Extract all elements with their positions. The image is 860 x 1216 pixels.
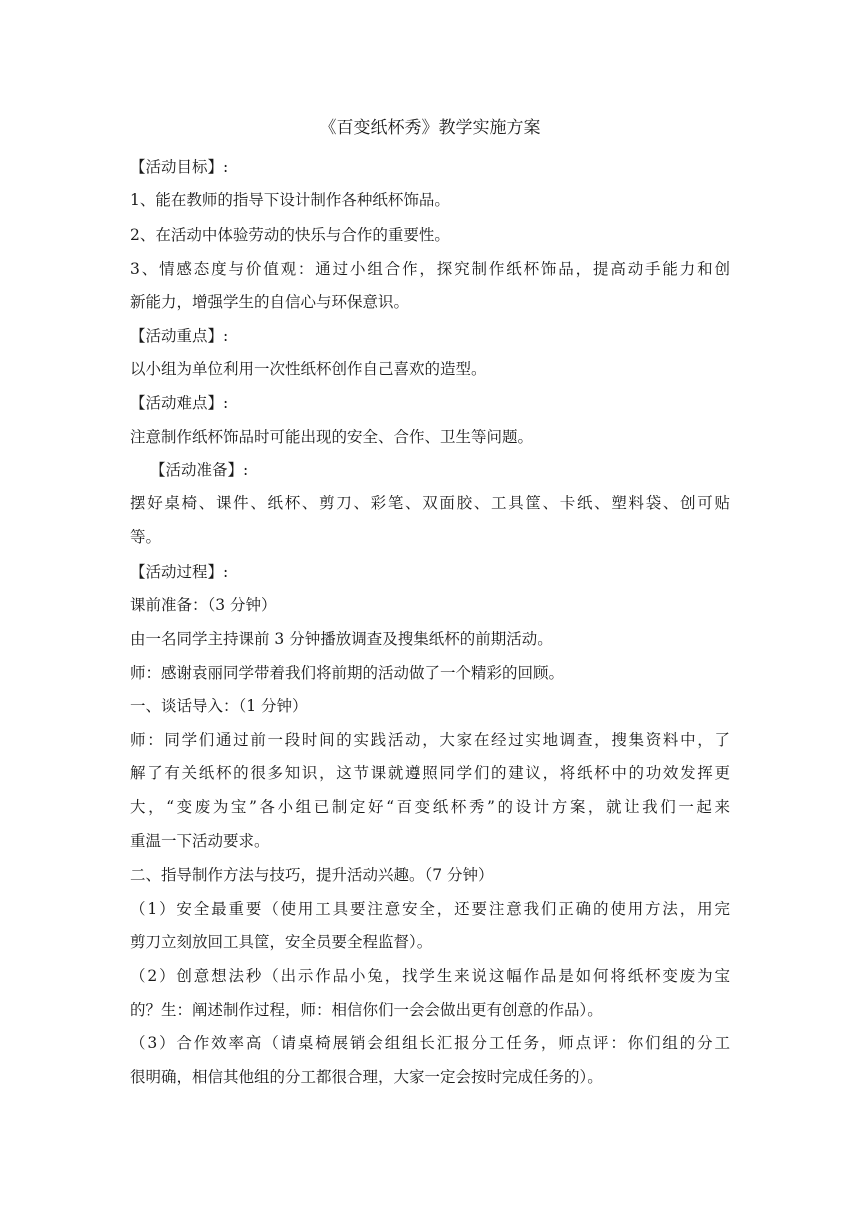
step-2-item-1-line-2: 剪刀立刻放回工具筐，安全员要全程监督）。: [130, 933, 433, 951]
step-2-item-3-line-1: （3）合作效率高（请桌椅展销会组组长汇报分工任务，师点评：你们组的分工: [130, 1034, 730, 1052]
preparation-text-line-1: 摆好桌椅、课件、纸杯、剪刀、彩笔、双面胶、工具筐、卡纸、塑料袋、创可贴: [130, 494, 730, 512]
goal-item-3-line-1: 3、情感态度与价值观：通过小组合作，探究制作纸杯饰品，提高动手能力和创: [130, 260, 730, 278]
focus-text: 以小组为单位利用一次性纸杯创作自己喜欢的造型。: [130, 360, 487, 378]
section-heading-focus: 【活动重点】:: [130, 327, 229, 345]
section-heading-preparation: 【活动准备】:: [150, 461, 249, 479]
section-heading-process: 【活动过程】:: [130, 563, 229, 581]
step-2-item-2-line-2: 的？生：阐述制作过程，师：相信你们一会会做出更有创意的作品）。: [130, 1001, 603, 1019]
step-2-item-2-line-1: （2）创意想法秒（出示作品小兔，找学生来说这幅作品是如何将纸杯变废为宝: [130, 967, 730, 985]
document-title: 《百变纸杯秀》教学实施方案: [319, 118, 541, 138]
goal-item-3-line-2: 新能力，增强学生的自信心与环保意识。: [130, 293, 410, 311]
goal-item-1: 1、能在教师的指导下设计制作各种纸杯饰品。: [130, 191, 450, 209]
preparation-text-line-2: 等。: [130, 528, 162, 546]
pre-class-text: 由一名同学主持课前 3 分钟播放调查及搜集纸杯的前期活动。: [130, 630, 553, 648]
section-heading-goals: 【活动目标】:: [130, 158, 229, 176]
pre-class-heading: 课前准备：（3 分钟）: [130, 596, 277, 614]
step-1-text-line-3: 大，“变废为宝”各小组已制定好“百变纸杯秀”的设计方案，就让我们一起来: [130, 798, 730, 816]
difficulty-text: 注意制作纸杯饰品时可能出现的安全、合作、卫生等问题。: [130, 428, 534, 446]
step-2-item-1-line-1: （1）安全最重要（使用工具要注意安全，还要注意我们正确的使用方法，用完: [130, 900, 730, 918]
step-2-heading: 二、指导制作方法与技巧，提升活动兴趣。（7 分钟）: [130, 866, 494, 884]
step-2-item-3-line-2: 很明确，相信其他组的分工都很合理，大家一定会按时完成任务的）。: [130, 1068, 603, 1086]
teacher-thanks-text: 师：感谢袁丽同学带着我们将前期的活动做了一个精彩的回顾。: [130, 664, 565, 682]
goal-item-2: 2、在活动中体验劳动的快乐与合作的重要性。: [130, 226, 450, 244]
step-1-text-line-1: 师：同学们通过前一段时间的实践活动，大家在经过实地调查，搜集资料中，了: [130, 731, 730, 749]
step-1-heading: 一、谈话导入：（1 分钟）: [130, 697, 308, 715]
section-heading-difficulty: 【活动难点】:: [130, 394, 229, 412]
step-1-text-line-4: 重温一下活动要求。: [130, 832, 270, 850]
step-1-text-line-2: 解了有关纸杯的很多知识，这节课就遵照同学们的建议，将纸杯中的功效发挥更: [130, 764, 730, 782]
